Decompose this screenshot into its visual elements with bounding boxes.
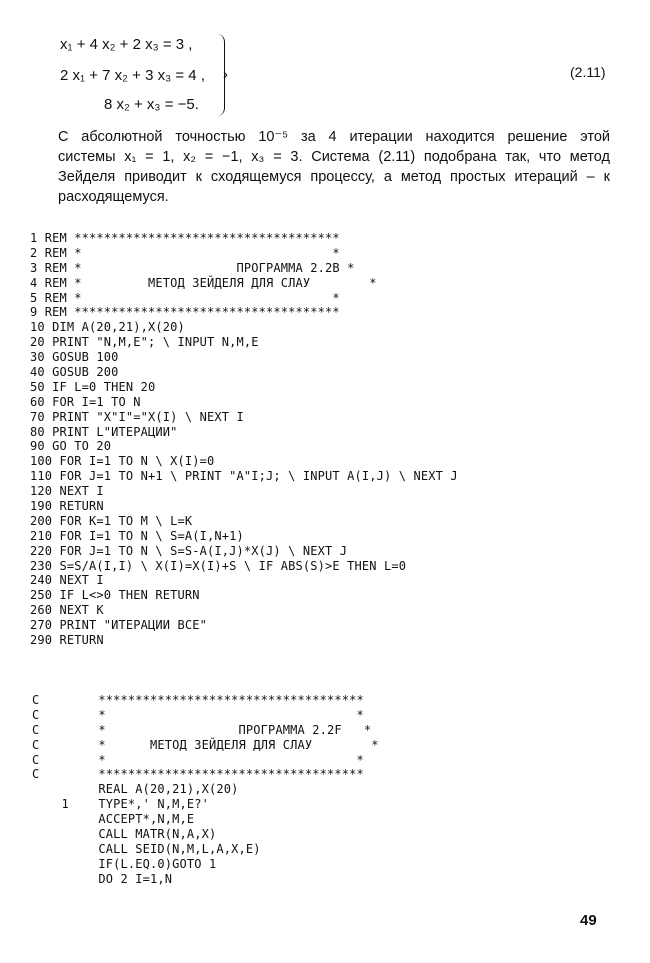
fortran-code-line: C ************************************ <box>32 767 364 782</box>
fortran-code-line: C * ПРОГРАММА 2.2F * <box>32 722 372 737</box>
basic-code-line: 220 FOR J=1 TO N \ S=S-A(I,J)*X(J) \ NEXT J <box>30 543 348 558</box>
fortran-code-line: C ************************************ <box>32 693 364 707</box>
fortran-code-line: C * * <box>32 707 364 722</box>
basic-code-line: 20 PRINT "N,M,E"; \ INPUT N,M,E <box>30 335 259 350</box>
basic-code-line: 250 IF L<>0 THEN RETURN <box>30 588 200 603</box>
basic-code-line: 190 RETURN <box>30 499 104 514</box>
equation-2: 2 x₁ + 7 x₂ + 3 x₃ = 4 , <box>60 67 205 84</box>
equation-1: x₁ + 4 x₂ + 2 x₃ = 3 , <box>60 36 193 53</box>
fortran-code-line: 1 TYPE*,' N,M,E?' <box>32 797 209 812</box>
fortran-code-line: CALL MATR(N,A,X) <box>32 827 217 842</box>
fortran-code-line: C * МЕТОД ЗЕЙДЕЛЯ ДЛЯ СЛАУ * <box>32 737 379 752</box>
basic-code-line: 3 REM * ПРОГРАММА 2.2B * <box>30 260 355 275</box>
basic-code-line: 90 GO TO 20 <box>30 439 112 454</box>
basic-code-line: 60 FOR I=1 TO N <box>30 394 141 409</box>
fortran-code-line: IF(L.EQ.0)GOTO 1 <box>32 856 217 871</box>
page-number: 49 <box>580 912 597 929</box>
fortran-program-listing <box>32 693 379 887</box>
basic-code-line: 290 RETURN <box>30 633 104 648</box>
basic-code-line: 10 DIM A(20,21),X(20) <box>30 320 185 335</box>
basic-code-line: 110 FOR J=1 TO N+1 \ PRINT "A"I;J; \ INPUT A(I,J) \ NEXT J <box>30 469 458 484</box>
basic-code-line: 120 NEXT I <box>30 484 104 499</box>
basic-code-line: 40 GOSUB 200 <box>30 365 119 380</box>
basic-code-line: 2 REM * * <box>30 245 340 260</box>
equation-number: (2.11) <box>570 64 606 80</box>
basic-code-line: 9 REM ************************************ <box>30 305 340 320</box>
fortran-code-line: DO 2 I=1,N <box>32 871 173 886</box>
basic-code-line: 210 FOR I=1 TO N \ S=A(I,N+1) <box>30 528 244 543</box>
basic-code-line: 50 IF L=0 THEN 20 <box>30 379 156 394</box>
basic-code-line: 260 NEXT K <box>30 603 104 618</box>
basic-code-line: 200 FOR K=1 TO M \ L=K <box>30 513 193 528</box>
fortran-code-line: ACCEPT*,N,M,E <box>32 812 195 827</box>
fortran-code-line: C * * <box>32 752 364 767</box>
fortran-code-line: CALL SEID(N,M,L,A,X,E) <box>32 841 261 856</box>
basic-code-line: 5 REM * * <box>30 290 340 305</box>
paragraph-line: С абсолютной точностью 10⁻⁵ за 4 итерации находится решение этой <box>58 129 610 145</box>
basic-code-line: 4 REM * МЕТОД ЗЕЙДЕЛЯ ДЛЯ СЛАУ * <box>30 275 377 290</box>
basic-code-line: 30 GOSUB 100 <box>30 350 119 365</box>
basic-code-line: 230 S=S/A(I,I) \ X(I)=X(I)+S \ IF ABS(S)>E THEN L=0 <box>30 558 407 573</box>
basic-code-line: 1 REM ************************************ <box>30 231 340 245</box>
paragraph-line: расходящемуся. <box>58 189 169 205</box>
paragraph-line: системы x₁ = 1, x₂ = −1, x₃ = 3. Система (2.11) подобрана так, что метод <box>58 149 610 165</box>
basic-code-line: 240 NEXT I <box>30 573 104 588</box>
body-paragraph <box>58 127 610 207</box>
equation-system <box>58 30 618 120</box>
paragraph-line: Зейделя приводит к сходящемуся процессу, а метод простых итераций – к <box>58 169 610 185</box>
basic-program-listing <box>30 231 458 648</box>
basic-code-line: 270 PRINT "ИТЕРАЦИИ ВСЕ" <box>30 618 207 633</box>
brace-tip-icon: › <box>223 66 228 83</box>
fortran-code-line: REAL A(20,21),X(20) <box>32 782 239 797</box>
basic-code-line: 70 PRINT "X"I"="X(I) \ NEXT I <box>30 409 244 424</box>
equation-3: 8 x₂ + x₃ = −5. <box>104 96 199 113</box>
basic-code-line: 80 PRINT L"ИТЕРАЦИИ" <box>30 424 178 439</box>
basic-code-line: 100 FOR I=1 TO N \ X(I)=0 <box>30 454 215 469</box>
